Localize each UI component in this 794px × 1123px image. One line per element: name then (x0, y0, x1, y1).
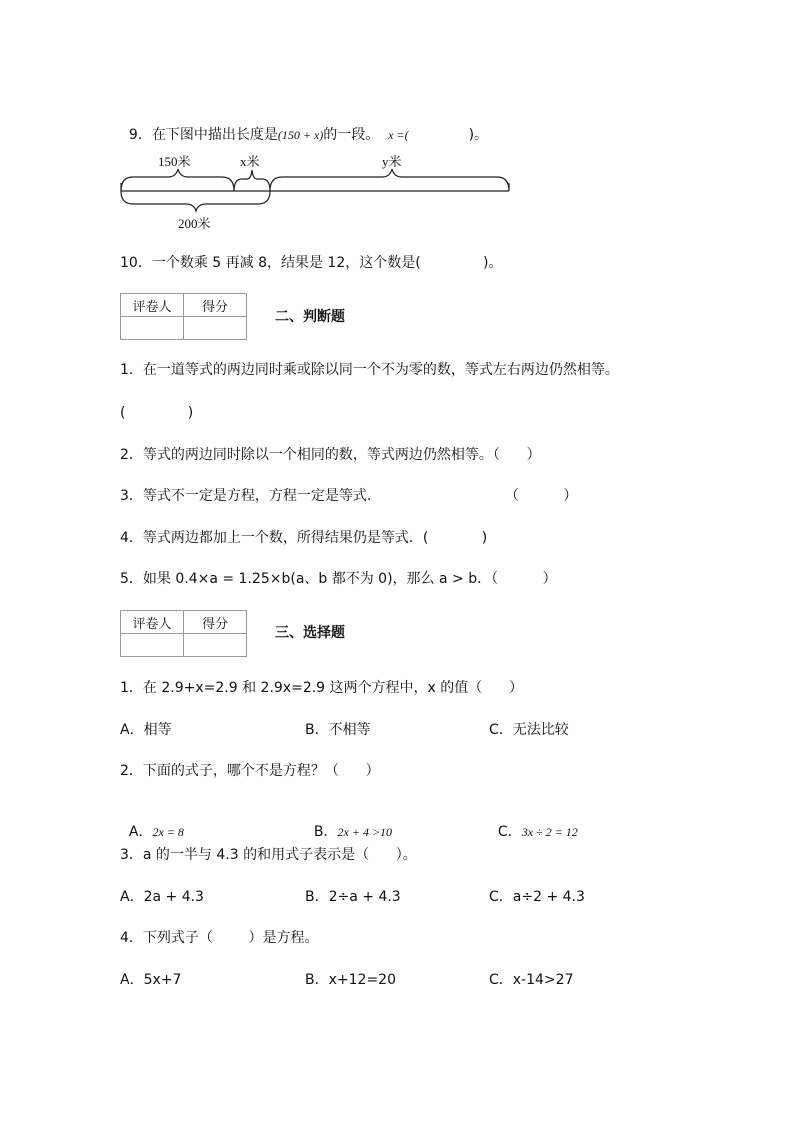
mc-q4-stem: 4．下列式子（ ）是方程。 (120, 930, 319, 946)
mc-q1-stem: 1．在 2.9+x=2.9 和 2.9x=2.9 这两个方程中，x 的值（ ） (120, 680, 523, 696)
mc-q2-stem: 2．下面的式子，哪个不是方程？（ ） (120, 763, 380, 779)
score-header: 得分 (184, 611, 247, 634)
mc-q3-option-b[interactable]: B．2÷a + 4.3 (305, 889, 401, 905)
option-expression: 3x ÷ 2 = 12 (521, 825, 578, 839)
option-expression: 2x = 8 (152, 825, 184, 839)
reviewer-header: 评卷人 (121, 294, 184, 317)
option-letter: A． (128, 824, 153, 840)
section2-title: 二、判断题 (275, 309, 345, 325)
q9-mid: 的一段。 (323, 127, 380, 143)
label-y: y米 (382, 154, 402, 169)
option-letter: B． (313, 824, 338, 840)
option-expression: 2x + 4 >10 (337, 825, 393, 839)
score-cell[interactable] (184, 634, 247, 657)
mc-q4-option-b[interactable]: B．x+12=20 (305, 972, 396, 988)
brace-y (270, 169, 509, 191)
reviewer-cell[interactable] (121, 634, 184, 657)
mc-q3-option-a[interactable]: A．2a + 4.3 (120, 889, 204, 905)
q9-x-equals: x =( (388, 128, 409, 142)
brace-x (234, 170, 270, 191)
mc-q1-option-b[interactable]: B．不相等 (305, 722, 371, 738)
score-cell[interactable] (184, 317, 247, 340)
score-table-1 (120, 293, 247, 340)
brace-150 (121, 169, 234, 191)
tf-item-2: 2．等式的两边同时除以一个相同的数，等式两边仍然相等。（ ） (120, 447, 541, 463)
mc-q2-option-a[interactable] (120, 805, 184, 841)
tf-item-5: 5．如果 0.4×a = 1.25×b(a、b 都不为 0)，那么 a > b．（ ） (120, 571, 557, 587)
option-letter: C． (497, 824, 522, 840)
tf-item-3: 3．等式不一定是方程，方程一定是等式. （ ） (120, 488, 578, 504)
tf-item-4: 4．等式两边都加上一个数，所得结果仍是等式．( ) (120, 530, 488, 546)
reviewer-header: 评卷人 (121, 611, 184, 634)
mc-q2-option-b[interactable] (305, 805, 392, 841)
label-x: x米 (240, 154, 260, 169)
mc-q3-stem: 3．a 的一半与 4.3 的和用式子表示是（ ）。 (120, 847, 417, 863)
q9-expression: (150 + x) (277, 128, 324, 142)
score-header: 得分 (184, 294, 247, 317)
mc-q1-option-c[interactable]: C．无法比较 (489, 722, 569, 738)
q9-prefix: 9．在下图中描出长度是 (128, 127, 278, 143)
label-200: 200米 (178, 216, 211, 231)
mc-q4-option-a[interactable]: A．5x+7 (120, 972, 182, 988)
tf-item-1-blank[interactable]: ( ) (120, 405, 194, 421)
section3-title: 三、选择题 (275, 625, 345, 641)
score-table-2 (120, 610, 247, 657)
q9-end: )。 (468, 127, 489, 143)
brace-200 (121, 191, 270, 211)
mc-q2-option-c[interactable] (489, 805, 578, 841)
mc-q4-option-c[interactable]: C．x-14>27 (489, 972, 574, 988)
mc-q1-option-a[interactable]: A．相等 (120, 722, 172, 738)
mc-q3-option-c[interactable]: C．a÷2 + 4.3 (489, 889, 585, 905)
q10-line: 10．一个数乘 5 再减 8，结果是 12，这个数是( )。 (120, 255, 503, 271)
label-150: 150米 (158, 154, 191, 169)
reviewer-cell[interactable] (121, 317, 184, 340)
tf-item-1: 1．在一道等式的两边同时乘或除以同一个不为零的数，等式左右两边仍然相等。 (120, 362, 619, 378)
